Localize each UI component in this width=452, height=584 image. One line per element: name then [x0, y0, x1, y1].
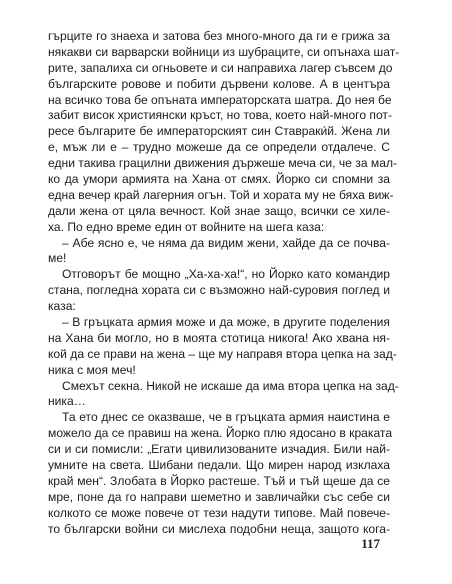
text-line: едни такива грацилни движения държеше меча си, че за мал-: [48, 156, 398, 171]
text-line: ме!: [48, 251, 67, 266]
text-line: дали жена от цяла вечност. Кой знае защо, всички се хиле-: [48, 203, 390, 218]
text-line: – В гръцката армия може и да може, в другите поделения: [62, 315, 390, 330]
text-line: е, мъж ли е – трудно можеше да се определи отдалече. С: [48, 140, 390, 155]
text-line: ника с моя меч!: [48, 362, 136, 377]
body-text: [48, 29, 400, 538]
text-line: една вечер край лагерния огън. Той и хората му не бяха виж-: [48, 187, 394, 202]
text-line: Смехът секна. Никой не искаше да има втора цепка на зад-: [62, 378, 399, 393]
text-line: на всичко това бе опъната императорската шатра. До нея бе: [48, 92, 392, 107]
text-line: ха. По едно време един от войните на шега каза:: [48, 219, 325, 234]
page-number: 117: [361, 536, 380, 551]
text-line: стана, погледна хората си с възможно най-суровия поглед и: [48, 283, 390, 298]
text-line: – Абе ясно е, че няма да видим жени, хайде да се почва-: [62, 235, 390, 250]
text-line: можело да се правиш на жена. Йорко плю ядосано в краката: [48, 426, 393, 441]
text-line: българските ровове и побити дървени колове. А в центъра: [48, 76, 390, 91]
text-line: рите, запалиха си огньовете и си направиха лагер съвсем до: [48, 60, 393, 75]
text-line: забит висок християнски кръст, но това, което най-много пот-: [48, 108, 392, 123]
text-line: ресе българите бе императорският син Ставраки́й. Жена ли: [48, 124, 390, 139]
text-line: някакви си варварски войници из шубраците, си опънаха шат-: [48, 44, 400, 59]
text-line: кой да се прави на жена – ще му направя втора цепка на зад-: [48, 346, 397, 361]
text-line: колкото се може повече от тези надути типове. Май повече-: [48, 505, 390, 520]
text-line: то български войни си мислеха подобни неща, защото кога-: [48, 521, 390, 536]
text-line: край мен“. Злобата в Йорко растеше. Тъй и тъй щеше да се: [48, 473, 390, 488]
text-line: си и си помисли: „Егати цивилизованите изчадия. Били най-: [48, 442, 390, 457]
text-line: каза:: [48, 299, 76, 314]
text-line: мре, поне да го направи шеметно и завличайки със себе си: [48, 489, 390, 504]
text-line: Та ето днес се оказваше, че в гръцката армия наистина е: [62, 410, 390, 425]
text-line: ко да умори армията на Хана от смях. Йорко си спомни за: [48, 172, 390, 187]
text-line: умните на света. Шибани педали. Що мирен народ изклаха: [48, 458, 390, 473]
text-line: гърците го знаеха и затова без много-много да ги е грижа за: [48, 29, 390, 43]
text-line: ника…: [48, 394, 86, 409]
text-line: Отговорът бе мощно „Ха-ха-ха!“, но Йорко като командир: [62, 267, 390, 282]
text-line: на Хана би могло, но в моята стотица никога! Ако хвана ня-: [48, 330, 390, 345]
